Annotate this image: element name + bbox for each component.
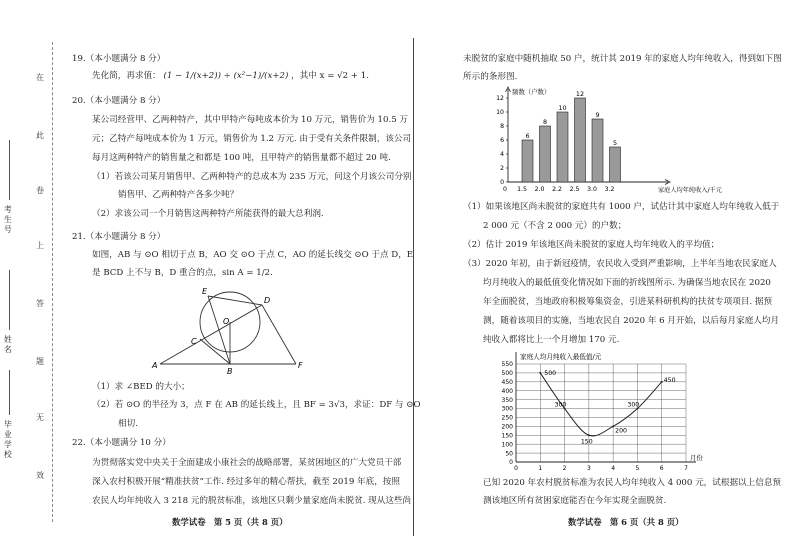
bar-value-label: 12 — [575, 90, 585, 98]
seal-char: 题 — [36, 357, 44, 366]
left-page-footer: 数学试卷 第 5 页（共 8 页） — [172, 517, 288, 527]
x-tick-label: 2.0 — [534, 186, 545, 193]
line-ad — [160, 305, 262, 364]
y-tick-label: 350 — [501, 396, 513, 404]
page-divider — [413, 38, 414, 536]
data-label: 300 — [627, 401, 640, 409]
x-tick-label: 0 — [514, 465, 518, 472]
exam-no-field[interactable] — [9, 140, 10, 200]
label-c: C — [191, 337, 197, 346]
seal-char: 上 — [36, 241, 44, 250]
right-sub3-line: （3）2020 年初，由于新冠疫情，农民收入受到严重影响，上半年当地农民家庭人 — [463, 259, 777, 269]
y-tick-label: 250 — [501, 414, 513, 422]
x-tick-label: 7 — [684, 465, 688, 472]
school-field[interactable] — [9, 370, 10, 415]
label-o: O — [223, 317, 230, 326]
y-tick-label: 150 — [501, 432, 513, 440]
y-tick-label: 450 — [501, 379, 513, 387]
bar — [522, 140, 533, 182]
q21-sub2: （2）若 ⊙O 的半径为 3，点 F 在 AB 的延长线上，且 BF = 3√3，求证：DF 与 ⊙O — [92, 400, 421, 410]
right-sub3-line: 纯收入都将比上一个月增加 170 元. — [483, 335, 620, 345]
seal-char: 在 — [36, 73, 44, 82]
x-tick-label: 6 — [659, 465, 664, 472]
q19-prefix: 先化简，再求值： — [92, 71, 161, 81]
q20-sub1-cont: 销售甲、乙两种特产各多少吨？ — [118, 190, 239, 200]
data-point — [539, 372, 541, 374]
data-label: 150 — [580, 438, 593, 446]
label-f: F — [298, 361, 303, 370]
y-axis-title: 频数（户数） — [512, 88, 551, 96]
x-tick-label: 2 — [562, 465, 567, 472]
right-sub3-line: 年全面脱贫，当地政府积极筹集资金，引进某科研机构的扶贫专项项目. 据预 — [483, 297, 773, 307]
origin-label: 0 — [503, 186, 507, 193]
q20-sub1: （1）若该公司某月销售甲、乙两种特产的总成本为 235 万元，问这个月该公司分别 — [92, 172, 412, 182]
bar — [575, 98, 586, 182]
q19-heading: 19.（本小题满分 8 分） — [72, 54, 166, 64]
monthly-income-line-chart — [488, 350, 718, 472]
q21-sub2-cont: 相切. — [118, 419, 138, 429]
x-tick-label: 1.5 — [517, 186, 527, 193]
q21-geometry-figure — [150, 284, 310, 376]
q19-expression: (1 − 1/(x+2)) ÷ (x²−1)/(x+2) — [163, 71, 289, 81]
seal-char: 卷 — [36, 186, 44, 195]
x-tick-label: 3.0 — [587, 186, 597, 193]
q21-heading: 21.（本小题满分 8 分） — [72, 232, 166, 242]
data-point — [661, 381, 663, 383]
bar — [540, 126, 551, 182]
q22-line: 为贯彻落实党中央关于全面建成小康社会的战略部署，某贫困地区的广大党员干部 — [92, 458, 402, 468]
y-tick-label: 2 — [500, 165, 504, 173]
y-tick-label: 400 — [501, 387, 513, 395]
bar-value-label: 8 — [542, 118, 548, 126]
x-axis-title: 家庭人均年纯收入/千元 — [658, 187, 722, 194]
x-axis-title: 月份 — [690, 454, 703, 462]
seal-char: 效 — [36, 471, 44, 480]
right-sub1: （1）如果该地区尚未脱贫的家庭共有 1000 户，试估计其中家庭人均年纯收入低于 — [463, 202, 780, 212]
bar — [592, 119, 603, 182]
data-label: 200 — [615, 427, 627, 435]
y-tick-label: 0 — [500, 179, 504, 187]
seal-char: 此 — [36, 131, 44, 140]
x-tick-label: 3 — [586, 465, 591, 472]
binding-dashed-line — [52, 42, 53, 522]
right-sub3-line: 测，随着该项目的实施，当地农民自 2020 年 6 月开始，以后每月家庭人均月 — [483, 316, 780, 326]
bar-value-label: 5 — [612, 139, 618, 147]
name-label: 姓名 — [4, 335, 12, 354]
bar-value-label: 6 — [525, 132, 530, 140]
bar-value-label: 10 — [558, 104, 567, 112]
data-label: 300 — [554, 401, 567, 409]
income-bar-chart — [486, 84, 726, 196]
data-label: 450 — [663, 376, 676, 384]
y-tick-label: 0 — [509, 459, 513, 467]
q20-sub2: （2）求该公司一个月销售这两种特产所能获得的最大总利润. — [92, 209, 324, 219]
right-page-footer: 数学试卷 第 6 页（共 8 页） — [568, 517, 684, 527]
q19-suffix: ，其中 x = √2 + 1. — [291, 71, 369, 81]
x-tick-label: 4 — [611, 465, 616, 472]
q20-heading: 20.（本小题满分 8 分） — [72, 96, 166, 106]
q21-line: 如图，AB 与 ⊙O 相切于点 B，AO 交 ⊙O 于点 C，AO 的延长线交 ⊙O 于点 D，E — [92, 250, 414, 260]
label-d: D — [264, 296, 271, 305]
y-tick-label: 12 — [496, 95, 504, 103]
y-tick-label: 100 — [501, 441, 513, 449]
seal-char: 无 — [36, 413, 44, 422]
bar — [557, 112, 568, 182]
right-conclusion-line: 测该地区所有贫困家庭能否在今年实现全面脱贫. — [483, 496, 667, 506]
y-tick-label: 4 — [500, 151, 504, 159]
q21-line: 是 BCD 上不与 B，D 重合的点，sin A = 1/2. — [92, 268, 273, 278]
q22-line: 农民人均年纯收入 3 218 元的脱贫标准，该地区只剩少量家庭尚未脱贫. 现从这些尚 — [92, 496, 412, 506]
y-tick-label: 10 — [496, 109, 504, 117]
y-tick-label: 550 — [501, 361, 513, 369]
label-e: E — [202, 287, 208, 296]
q20-line: 元；乙特产每吨成本价为 1 万元，销售价为 1.2 万元. 由于受有关条件限制，该公司 — [92, 134, 412, 144]
y-axis-title: 家庭人均月纯收入最低值/元 — [520, 353, 602, 361]
x-tick-label: 2.5 — [569, 186, 580, 193]
x-tick-label: 5 — [635, 465, 640, 472]
school-label: 毕业学校 — [4, 420, 12, 459]
y-tick-label: 8 — [500, 123, 504, 131]
right-intro-line: 未脱贫的家庭中随机抽取 50 户，统计其 2019 年的家庭人均年纯收入，得到如下图 — [463, 54, 782, 64]
line-eb — [208, 296, 230, 364]
data-point — [612, 425, 614, 427]
q20-line: 每月这两种特产的销售量之和都是 100 吨，且甲特产的销售量都不超过 20 吨. — [92, 153, 391, 163]
right-conclusion-line: 已知 2020 年农村脱贫标准为农民人均年纯收入 4 000 元，试根据以上信息预 — [483, 478, 782, 488]
seal-char: 答 — [36, 299, 44, 308]
q19-text — [92, 70, 369, 82]
right-intro-line: 所示的条形图. — [463, 72, 518, 82]
bar-value-label: 9 — [595, 111, 600, 119]
y-tick-label: 200 — [501, 423, 513, 431]
y-tick-label: 300 — [501, 405, 513, 413]
data-point — [588, 434, 590, 436]
name-field[interactable] — [9, 270, 10, 330]
right-sub3-line: 均月纯收入的最低值变化情况如下面的折线图所示. 为确保当地农民在 2020 — [483, 278, 771, 288]
data-label: 500 — [544, 369, 557, 377]
y-tick-label: 6 — [500, 137, 504, 145]
label-a: A — [152, 361, 158, 370]
right-sub1-cont: 2 000 元（不含 2 000 元）的户数； — [483, 221, 627, 231]
q22-heading: 22.（本小题满分 10 分） — [72, 438, 171, 448]
bar — [610, 147, 621, 182]
line-df — [262, 305, 296, 364]
q22-line: 深入农村积极开展“精准扶贫”工作. 经过多年的精心帮扶，截至 2019 年底，按照 — [92, 477, 400, 487]
x-tick-label: 3.2 — [604, 186, 615, 193]
exam-no-label: 考生号 — [4, 205, 12, 234]
line-ed — [208, 296, 262, 305]
y-tick-label: 50 — [505, 450, 513, 458]
right-sub2: （2）估计 2019 年该地区尚未脱贫的家庭人均年纯收入的平均值； — [463, 240, 720, 250]
q20-line: 某公司经营甲、乙两种特产，其中甲特产每吨成本价为 10 万元，销售价为 10.5 万 — [92, 115, 408, 125]
y-tick-label: 500 — [501, 370, 513, 378]
q21-sub1: （1）求 ∠BED 的大小； — [92, 382, 190, 392]
x-tick-label: 2.2 — [552, 186, 562, 193]
label-b: B — [227, 367, 233, 376]
x-tick-label: 1 — [538, 465, 543, 472]
